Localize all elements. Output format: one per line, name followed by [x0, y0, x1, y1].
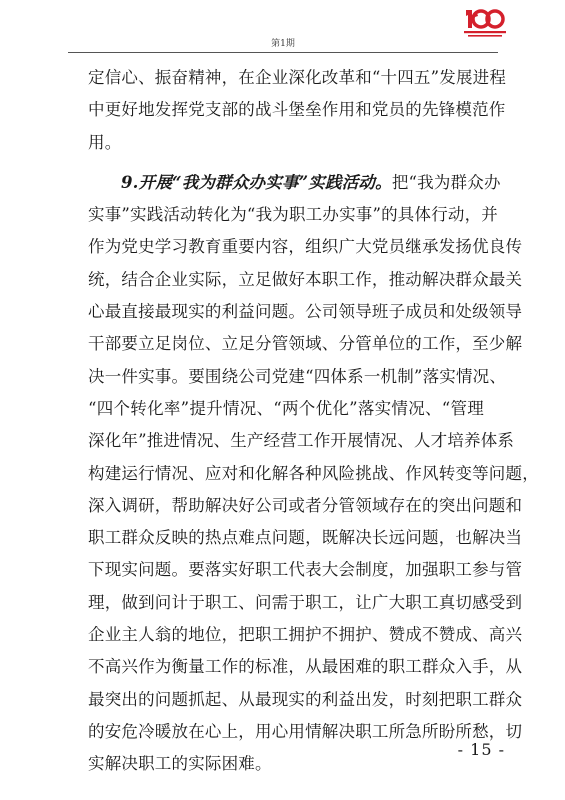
party-centenary-logo-icon: [462, 6, 508, 40]
text-line: 作为党史学习教育重要内容，组织广大党员继承发扬优良传: [88, 237, 523, 257]
text-line: “四个转化率”提升情况、“两个优化”落实情况、“管理: [88, 398, 484, 418]
text-line: 用。: [88, 132, 122, 152]
text-line: [88, 167, 501, 199]
page-number: - 15 -: [457, 740, 505, 759]
text-line: 企业主人翁的地位，把职工拥护不拥护、赞成不赞成、高兴: [88, 625, 523, 645]
paragraph-1: [88, 62, 507, 159]
issue-label: 第1期: [271, 39, 295, 49]
text-run: 把“我为群众办: [391, 172, 501, 192]
text-line: 深化年”推进情况、生产经营工作开展情况、人才培养体系: [88, 431, 515, 451]
text-line: 心最直接最现实的利益问题。公司领导班子成员和处级领导: [88, 302, 523, 322]
text-line: 理，做到问计于职工、问需于职工，让广大职工真切感受到: [88, 592, 523, 612]
document-body: [88, 62, 539, 781]
text-line: 最突出的问题抓起、从最现实的利益出发，时刻把职工群众: [88, 689, 523, 709]
text-line: 构建运行情况、应对和化解各种风险挑战、作风转变等问题，: [88, 463, 539, 483]
page-header: [68, 8, 498, 48]
text-line: 定信心、振奋精神，在企业深化改革和“十四五”发展进程: [88, 68, 507, 87]
section-lead-heading: 9.开展“我为群众办实事”实践活动。: [121, 172, 392, 192]
text-line: 深入调研，帮助解决好公司或者分管领域存在的突出问题和: [88, 495, 523, 515]
text-line: 实事”实践活动转化为“我为职工办实事”的具体行动，并: [88, 205, 499, 225]
text-line: 下现实问题。要落实好职工代表大会制度，加强职工参与管: [88, 560, 523, 580]
paragraph-2: [88, 167, 539, 781]
text-line: 统，结合企业实际，立足做好本职工作，推动解决群众最关: [88, 269, 523, 289]
text-line: 不高兴作为衡量工作的标准，从最困难的职工群众入手，从: [88, 657, 523, 677]
text-line: 决一件实事。要围绕公司党建“四体系一机制”落实情况、: [88, 366, 507, 386]
text-line: 职工群众反映的热点难点问题，既解决长远问题，也解决当: [88, 528, 523, 548]
text-line: 实解决职工的实际困难。: [88, 754, 272, 774]
text-line: 的安危冷暖放在心上，用心用情解决职工所急所盼所愁，切: [88, 721, 523, 741]
text-line: 干部要立足岗位、立足分管领域、分管单位的工作，至少解: [88, 334, 523, 354]
header-rule: [68, 52, 498, 53]
text-line: 中更好地发挥党支部的战斗堡垒作用和党员的先锋模范作: [88, 100, 506, 120]
